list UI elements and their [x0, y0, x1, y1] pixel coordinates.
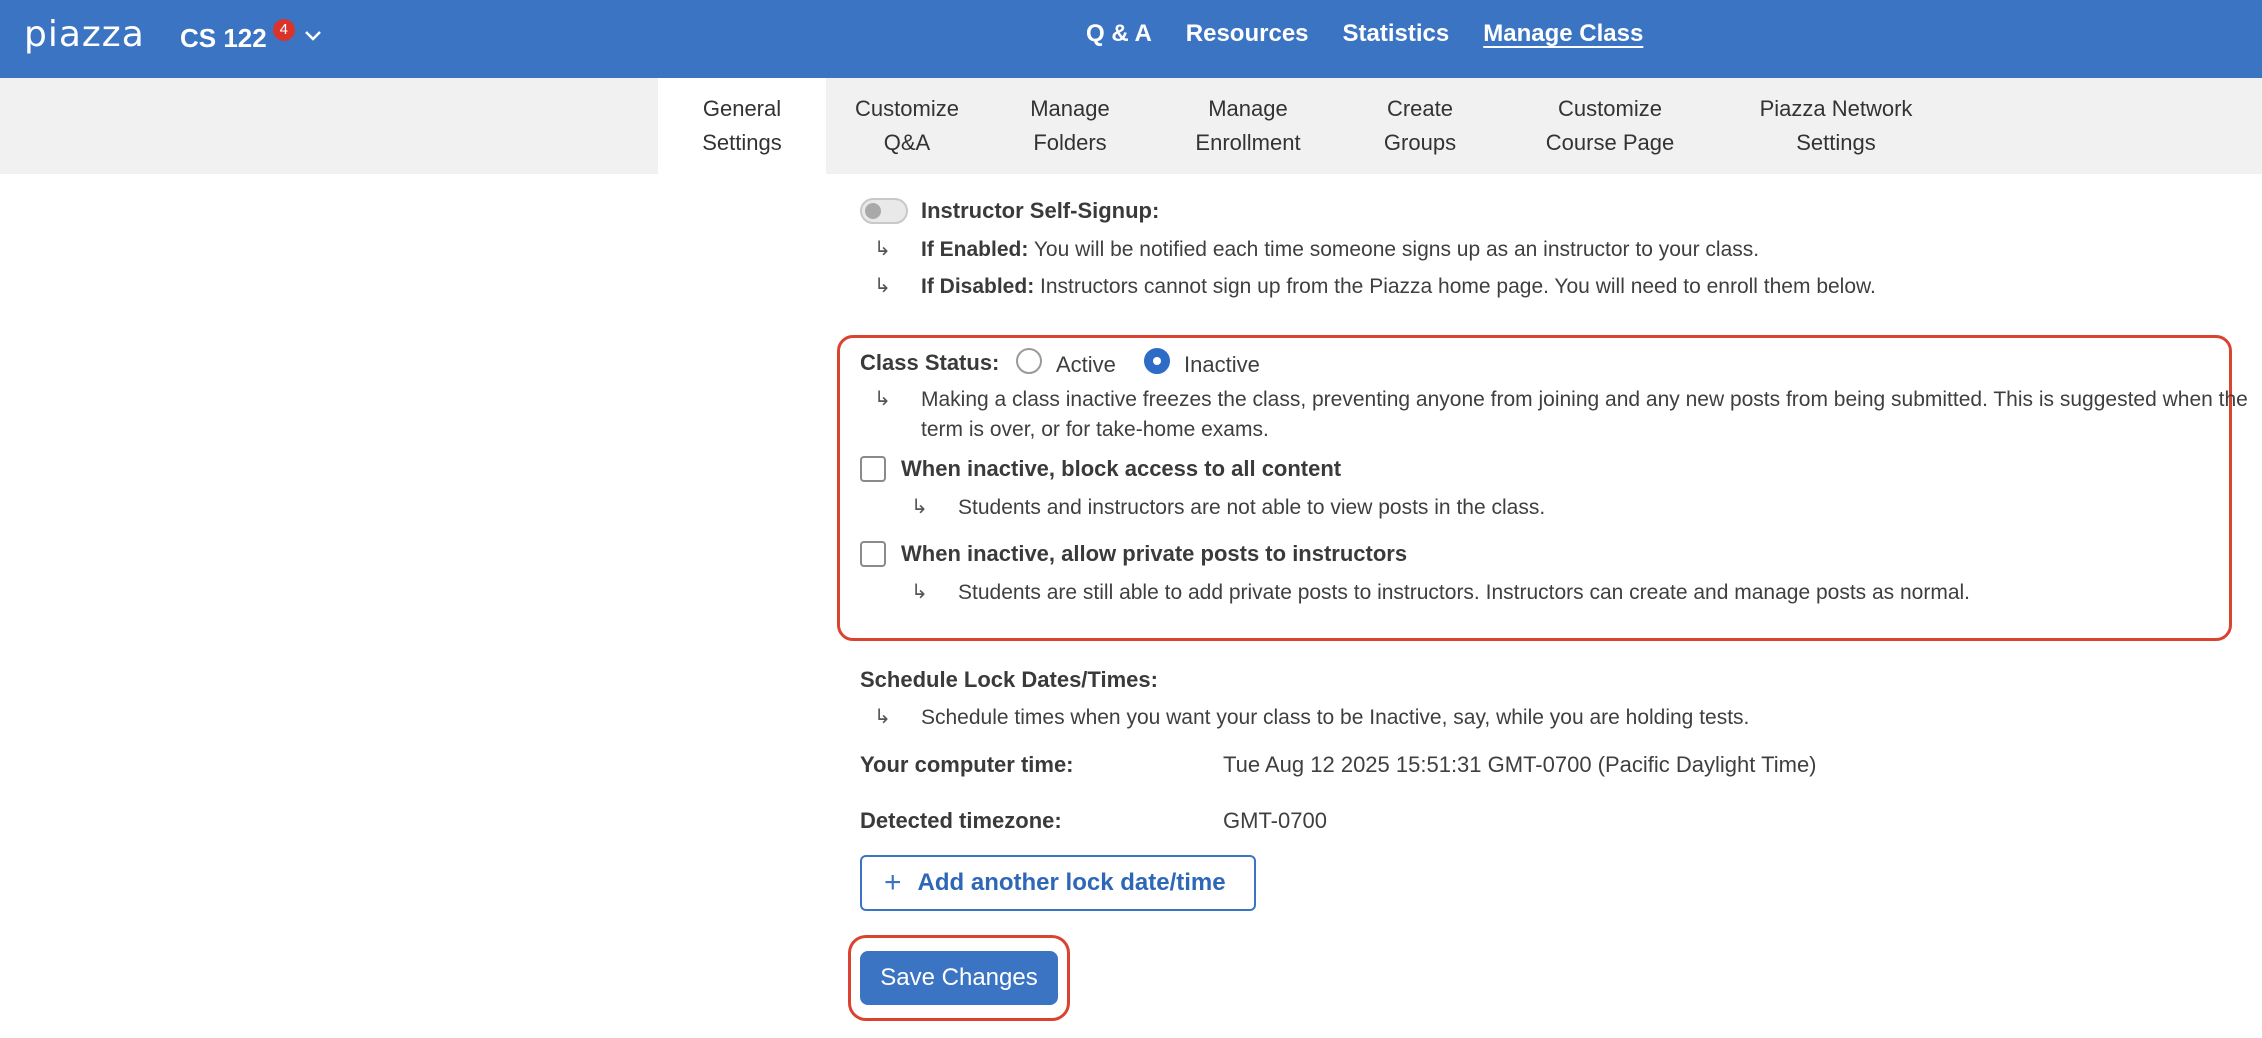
class-status-title: Class Status: [860, 350, 1000, 375]
return-arrow-icon: ↳ [874, 275, 891, 297]
status-inactive-radio[interactable] [1144, 348, 1170, 374]
private-posts-checkbox[interactable] [860, 541, 886, 567]
inactive-note-line1: Making a class inactive freezes the class, preventing anyone from joining and any new posts from being submitted. This is suggested when the [921, 388, 2248, 411]
return-arrow-icon: ↳ [874, 388, 891, 410]
inactive-note-line2: term is over, or for take-home exams. [921, 418, 1269, 441]
nav-link-manage-class[interactable]: Manage Class [1483, 20, 1644, 47]
notification-badge: 4 [273, 19, 295, 41]
schedule-lock-title: Schedule Lock Dates/Times: [860, 667, 1158, 692]
if-disabled-line: If Disabled: Instructors cannot sign up from the Piazza home page. You will need to enroll them below. [921, 275, 1876, 298]
piazza-logo[interactable]: piazza [24, 14, 145, 55]
nav-link-resources[interactable]: Resources [1185, 20, 1309, 47]
status-active-label[interactable]: Active [1056, 352, 1116, 377]
detected-timezone-value: GMT-0700 [1223, 808, 1327, 833]
chevron-down-icon [303, 29, 323, 43]
tab-customize-qa[interactable]: Customize Q&A [855, 96, 959, 155]
block-access-note: Students and instructors are not able to view posts in the class. [958, 496, 1546, 519]
nav-link-statistics[interactable]: Statistics [1342, 20, 1450, 47]
top-navigation-bar [0, 0, 2262, 78]
computer-time-value: Tue Aug 12 2025 15:51:31 GMT-0700 (Pacific Daylight Time) [1223, 752, 1817, 777]
private-posts-label[interactable]: When inactive, allow private posts to instructors [901, 541, 1408, 566]
instructor-signup-title: Instructor Self-Signup: [921, 198, 1160, 223]
return-arrow-icon: ↳ [911, 496, 928, 518]
return-arrow-icon: ↳ [874, 706, 891, 728]
return-arrow-icon: ↳ [911, 581, 928, 603]
tab-customize-course-page[interactable]: Customize Course Page [1545, 96, 1675, 155]
status-active-radio[interactable] [1016, 348, 1042, 374]
save-changes-button[interactable]: Save Changes [860, 951, 1058, 1005]
nav-link-qa[interactable]: Q & A [1086, 20, 1152, 47]
tab-create-groups[interactable]: Create Groups [1383, 96, 1457, 155]
tab-manage-enrollment[interactable]: Manage Enrollment [1195, 96, 1301, 155]
class-picker[interactable] [180, 18, 323, 58]
tab-piazza-network-settings[interactable]: Piazza Network Settings [1759, 96, 1913, 155]
toggle-knob [865, 203, 881, 219]
block-access-label[interactable]: When inactive, block access to all content [901, 456, 1342, 481]
computer-time-label: Your computer time: [860, 752, 1074, 777]
tab-general-settings[interactable]: General Settings [658, 78, 826, 174]
manage-class-subnav [0, 78, 2262, 174]
schedule-lock-note: Schedule times when you want your class to be Inactive, say, while you are holding tests. [921, 706, 1750, 729]
instructor-self-signup-toggle[interactable] [860, 198, 908, 224]
block-access-checkbox[interactable] [860, 456, 886, 482]
status-inactive-label[interactable]: Inactive [1184, 352, 1260, 377]
class-name: CS 122 [180, 22, 267, 53]
top-nav-links [1086, 20, 1677, 48]
plus-icon: + [884, 866, 902, 899]
tab-manage-folders[interactable]: Manage Folders [1030, 96, 1110, 155]
add-lock-date-button[interactable]: + Add another lock date/time [860, 855, 1256, 911]
if-enabled-line: If Enabled: You will be notified each time someone signs up as an instructor to your class. [921, 238, 1760, 261]
private-posts-note: Students are still able to add private posts to instructors. Instructors can create and manage posts as normal. [958, 581, 1971, 604]
detected-timezone-label: Detected timezone: [860, 808, 1062, 833]
general-settings-panel [0, 174, 2262, 1038]
return-arrow-icon: ↳ [874, 238, 891, 260]
